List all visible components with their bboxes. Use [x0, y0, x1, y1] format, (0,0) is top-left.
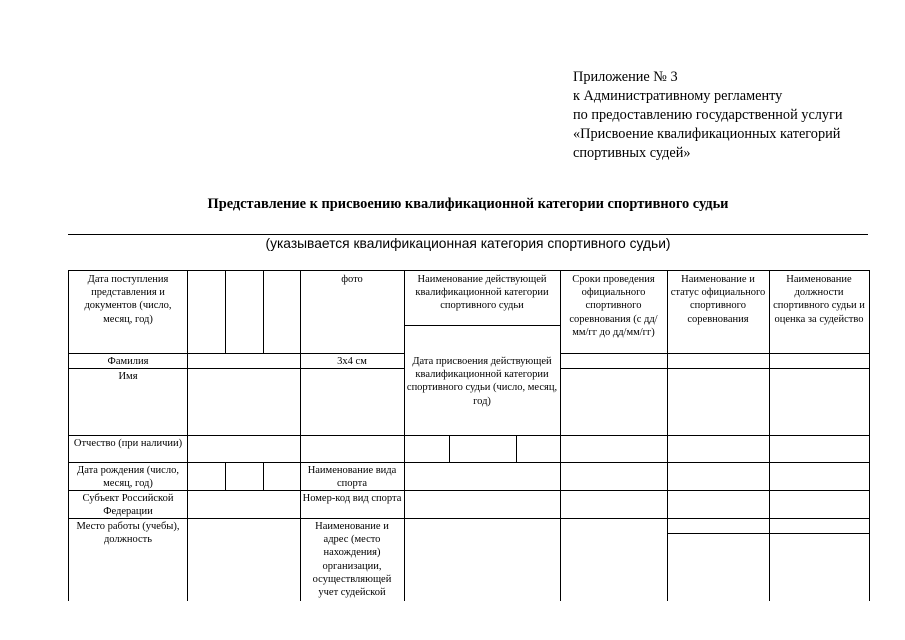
- date-received-label: Дата поступления представления и документов (число, месяц, год): [84, 274, 172, 325]
- grid-line: [69, 353, 404, 354]
- grid-line: [560, 368, 869, 369]
- grid-line: [225, 462, 226, 490]
- org-address-label: Наименование и адрес (место нахождения) организации, осуществляющей учет судейской: [312, 521, 392, 599]
- sport-code-label: Номер-код вид спорта: [302, 493, 402, 504]
- grid-line: [263, 271, 264, 353]
- grid-line: [69, 462, 869, 463]
- grid-line: [225, 271, 226, 353]
- appendix-line: по предоставлению государственной услуги: [573, 107, 843, 123]
- grid-line: [404, 325, 560, 326]
- region-label: Субъект Российской Федерации: [82, 493, 174, 518]
- photo-size-label: 3x4 см: [337, 356, 367, 367]
- appendix-line: к Административному регламенту: [573, 88, 783, 104]
- birth-date-label: Дата рождения (число, месяц, год): [77, 465, 179, 490]
- grid-line: [263, 462, 264, 490]
- grid-line: [300, 271, 301, 601]
- patronymic-label: Отчество (при наличии): [73, 438, 183, 449]
- grid-line: [560, 353, 869, 354]
- grid-line: [69, 490, 869, 491]
- grid-line: [187, 271, 188, 601]
- assign-date-label: Дата присвоения действующей квалификационной категории спортивного судьи (число, месяц, год): [406, 356, 558, 407]
- grid-line: [667, 533, 869, 534]
- competition-name-header: Наименование и статус официального спортивного соревнования: [670, 274, 766, 325]
- grid-line: [516, 435, 517, 462]
- grid-line: [449, 435, 450, 462]
- appendix-line: Приложение № 3: [573, 69, 678, 85]
- grid-line: [69, 435, 869, 436]
- appendix-line: спортивных судей»: [573, 145, 691, 161]
- current-category-header: Наименование действующей квалификационной категории спортивного судьи: [415, 274, 549, 312]
- grid-line: [667, 271, 668, 601]
- grid-line: [69, 518, 869, 519]
- sport-name-label: Наименование вида спорта: [307, 465, 397, 490]
- name-label: Имя: [118, 371, 138, 382]
- grid-line: [560, 271, 561, 601]
- category-underline: [68, 234, 868, 235]
- workplace-label: Место работы (учебы), должность: [76, 521, 180, 546]
- judge-position-header: Наименование должности спортивного судьи и оценка за судейство: [773, 274, 865, 325]
- appendix-header: [573, 68, 893, 163]
- photo-label: фото: [341, 274, 363, 285]
- category-caption: (указывается квалификационная категория спортивного судьи): [265, 236, 671, 251]
- competition-dates-header: Сроки проведения официального спортивного соревнования (с дд/мм/гг до дд/мм/гг): [569, 274, 658, 338]
- appendix-line: «Присвоение квалификационных категорий: [573, 126, 841, 142]
- grid-line: [769, 271, 770, 601]
- surname-label: Фамилия: [107, 356, 149, 367]
- grid-line: [404, 271, 405, 601]
- document-title: Представление к присвоению квалификационной категории спортивного судьи: [207, 196, 729, 212]
- judge-form-table: [68, 270, 870, 601]
